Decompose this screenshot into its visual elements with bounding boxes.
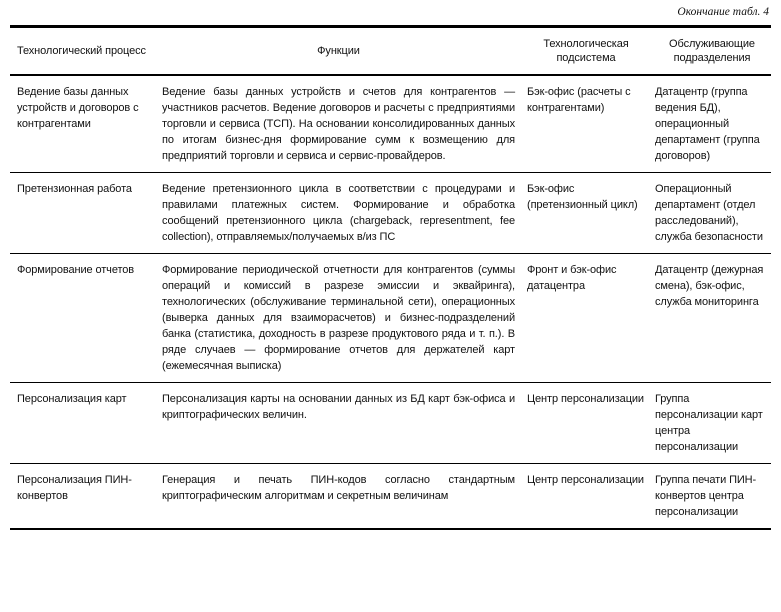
cell-process: Формирование отчетов: [17, 264, 135, 276]
table-row: [10, 254, 771, 382]
process-functions-table: [10, 25, 771, 530]
cell-subsystem: Бэк-офис (претензионный цикл): [527, 183, 638, 211]
cell-functions: Формирование периодической отчетности для контрагентов (суммы операций и комиссий в разрезе эмиссии и эквайринга), технологических (обслуживание терминальной сети), операционных (выверка данных для взаиморасчетов) и бизнес-подразделений банка (статистика, доходность в разрезе продуктового ряда и т. п.). В ряде случаев — формирование отчетов для держателей карт (ежемесячная выписка): [162, 264, 515, 372]
cell-process: Ведение базы данных устройств и договоров с контрагентами: [17, 86, 139, 130]
cell-subsystem: Центр персонализации: [527, 474, 644, 486]
table-row: [10, 383, 771, 463]
cell-functions: Персонализация карты на основании данных из БД карт бэк-офиса и криптографических величин.: [162, 393, 515, 421]
cell-units: Группа персонализации карт центра персонализации: [655, 393, 763, 453]
cell-functions: Ведение претензионного цикла в соответствии с процедурами и правилами платежных систем. Формирование и обработка сообщений претензионного цикла (chargeback, representment, fee collection), отправляемых/получаемых в/из ПС: [162, 183, 515, 243]
table-row: [10, 76, 771, 172]
column-header-process: Технологический процесс: [17, 45, 146, 57]
table-header-row: [10, 28, 771, 74]
cell-functions: Ведение базы данных устройств и счетов для контрагентов — участников расчетов. Ведение договоров и расчеты с предприятиями торговли и сервиса (ТСП). На основании консолидированных данных по итогам бизнес-дня формирование сумм к возмещению для предприятий торговли и сервиса и сервис-провайдеров.: [162, 86, 515, 162]
cell-functions: Генерация и печать ПИН-кодов согласно стандартным криптографическим алгоритмам и секретным величинам: [162, 474, 515, 502]
cell-process: Персонализация ПИН-конвертов: [17, 474, 132, 502]
column-header-units: Обслуживающие подразделения: [669, 38, 755, 64]
cell-units: Датацентр (дежурная смена), бэк-офис, служба мониторинга: [655, 264, 764, 308]
cell-units: Операционный департамент (отдел расследований), служба безопасности: [655, 183, 763, 243]
table-bottom-rule: [10, 528, 771, 530]
cell-subsystem: Фронт и бэк-офис датацентра: [527, 264, 617, 292]
cell-units: Датацентр (группа ведения БД), операционный департамент (группа договоров): [655, 86, 760, 162]
table-row: [10, 173, 771, 253]
column-header-functions: Функции: [317, 45, 360, 57]
cell-subsystem: Центр персонализации: [527, 393, 644, 405]
cell-subsystem: Бэк-офис (расчеты с контрагентами): [527, 86, 631, 114]
cell-process: Персонализация карт: [17, 393, 127, 405]
cell-process: Претензионная работа: [17, 183, 132, 195]
table-row: [10, 464, 771, 528]
cell-units: Группа печати ПИН-конвертов центра персонализации: [655, 474, 757, 518]
table-continuation-note: Окончание табл. 4: [677, 6, 769, 18]
column-header-subsystem: Технологическая подсистема: [543, 38, 629, 64]
